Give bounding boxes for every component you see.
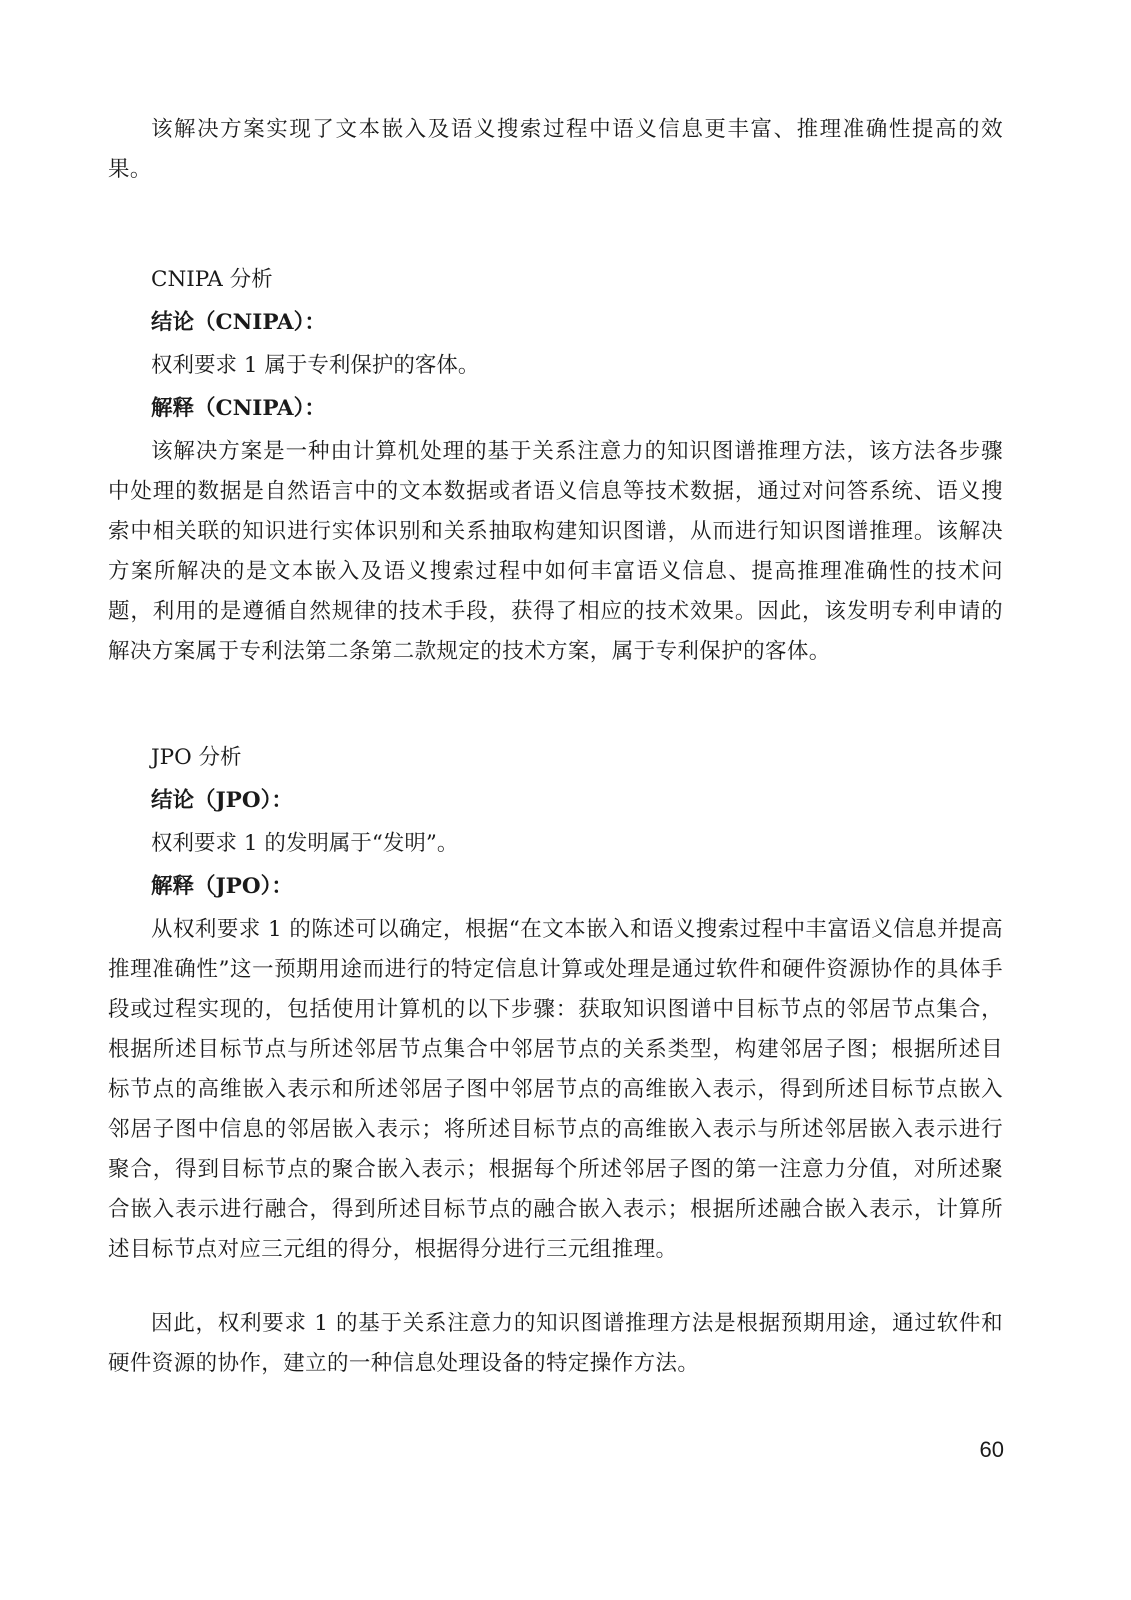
jpo-conclusion-label: 结论（JPO）：	[151, 788, 293, 813]
jpo-summary-paragraph: 因此，权利要求 1 的基于关系注意力的知识图谱推理方法是根据预期用途，通过软件和硬件资源的协作，建立的一种信息处理设备的特定操作方法。	[108, 1311, 1003, 1376]
cnipa-explanation-label: 解释（CNIPA）：	[151, 396, 326, 421]
intro-paragraph: 该解决方案实现了文本嵌入及语义搜索过程中语义信息更丰富、推理准确性提高的效果。	[108, 117, 1003, 182]
cnipa-conclusion-text: 权利要求 1 属于专利保护的客体。	[151, 353, 480, 378]
jpo-explanation-label: 解释（JPO）：	[151, 874, 293, 899]
cnipa-conclusion-label: 结论（CNIPA）：	[151, 310, 326, 335]
jpo-explanation-paragraph: 从权利要求 1 的陈述可以确定，根据“在文本嵌入和语义搜索过程中丰富语义信息并提高推理准确性”这一预期用途而进行的特定信息计算或处理是通过软件和硬件资源协作的具体手段或过程实现的，包括使用计算机的以下步骤：获取知识图谱中目标节点的邻居节点集合，根据所述目标节点与所述邻居节点集合中邻居节点的关系类型，构建邻居子图；根据所述目标节点的高维嵌入表示和所述邻居子图中邻居节点的高维嵌入表示，得到所述目标节点嵌入邻居子图中信息的邻居嵌入表示；将所述目标节点的高维嵌入表示与所述邻居嵌入表示进行聚合，得到目标节点的聚合嵌入表示；根据每个所述邻居子图的第一注意力分值，对所述聚合嵌入表示进行融合，得到所述目标节点的融合嵌入表示；根据所述融合嵌入表示，计算所述目标节点对应三元组的得分，根据得分进行三元组推理。	[108, 917, 1003, 1262]
jpo-section-heading: JPO 分析	[151, 745, 242, 770]
cnipa-section-heading: CNIPA 分析	[151, 267, 273, 292]
page-number: 60	[979, 1437, 1004, 1462]
jpo-conclusion-text: 权利要求 1 的发明属于“发明”。	[151, 831, 459, 856]
cnipa-explanation-paragraph: 该解决方案是一种由计算机处理的基于关系注意力的知识图谱推理方法，该方法各步骤中处理的数据是自然语言中的文本数据或者语义信息等技术数据，通过对问答系统、语义搜索中相关联的知识进行实体识别和关系抽取构建知识图谱，从而进行知识图谱推理。该解决方案所解决的是文本嵌入及语义搜索过程中如何丰富语义信息、提高推理准确性的技术问题，利用的是遵循自然规律的技术手段，获得了相应的技术效果。因此，该发明专利申请的解决方案属于专利法第二条第二款规定的技术方案，属于专利保护的客体。	[108, 439, 1003, 664]
